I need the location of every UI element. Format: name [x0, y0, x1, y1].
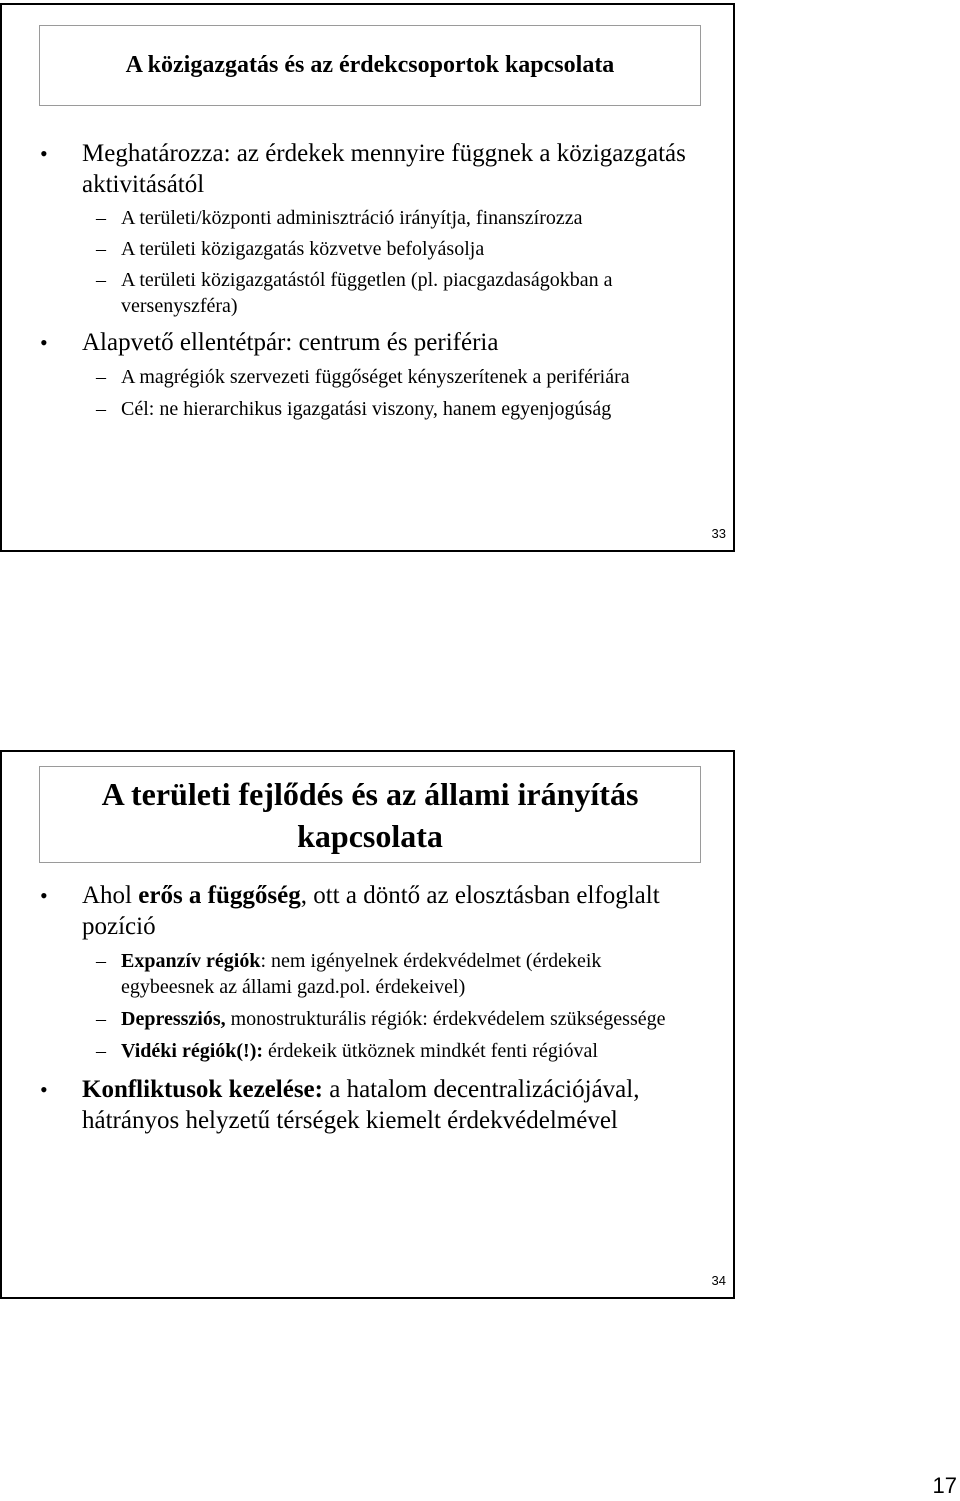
sub-bullet-text: monostrukturális régiók: érdekvédelem szükségessége	[225, 1008, 666, 1030]
sub-bullet-item	[2, 236, 733, 262]
dash-icon: –	[96, 950, 106, 972]
sub-bullet-item	[2, 948, 733, 1000]
sub-bullet-bold: Depressziós,	[121, 1008, 226, 1030]
slide-title-text: A közigazgatás és az érdekcsoportok kapcsolata	[125, 52, 615, 78]
bullet-text: Meghatározza: az érdekek mennyire függnek a közigazgatás aktivitásától	[82, 140, 686, 198]
slide-page-number: 33	[711, 526, 726, 541]
dash-icon: –	[96, 1040, 106, 1062]
bullet-text-bold: erős a függőség	[138, 882, 301, 909]
dash-icon: –	[96, 269, 106, 291]
bullet-icon: •	[40, 883, 48, 908]
dash-icon: –	[96, 1008, 106, 1030]
sheet-page-number: 17	[932, 1473, 957, 1498]
sub-bullet-item	[2, 205, 733, 231]
slide-title-text: A területi fejlődés és az állami irányítás kapcsolata	[101, 775, 639, 854]
sub-bullet-text: : nem igényelnek érdekvédelmet (érdekeik egybeesnek az állami gazd.pol. érdekeivel)	[121, 950, 602, 998]
bullet-item	[2, 327, 733, 358]
sub-bullet-text: A területi közigazgatástól független (pl. piacgazdaságokban a versenyszféra)	[121, 269, 613, 317]
sub-bullet-text: A magrégiók szervezeti függőséget kényszerítenek a perifériára	[121, 366, 630, 388]
bullet-item	[2, 1074, 733, 1136]
slide-page-number: 34	[711, 1273, 726, 1288]
slide-34	[0, 750, 735, 1299]
bullet-icon: •	[40, 1077, 48, 1102]
dash-icon: –	[96, 238, 106, 260]
bullet-text: Alapvető ellentétpár: centrum és periféria	[82, 329, 499, 356]
bullet-item	[2, 880, 733, 942]
sub-bullet-item	[2, 1006, 733, 1032]
bullet-icon: •	[40, 330, 48, 355]
sub-bullet-item	[2, 396, 733, 422]
sub-bullet-text: Cél: ne hierarchikus igazgatási viszony, hanem egyenjogúság	[121, 398, 612, 420]
slide-content	[2, 138, 733, 422]
slide-content	[2, 880, 733, 1136]
sub-bullet-text: érdekeik ütköznek mindkét fenti régióval	[263, 1040, 598, 1062]
bullet-icon: •	[40, 141, 48, 166]
slide-33	[0, 3, 735, 552]
sub-bullet-item	[2, 267, 733, 319]
slide-title	[39, 766, 701, 863]
bullet-item	[2, 138, 733, 200]
dash-icon: –	[96, 207, 106, 229]
sub-bullet-bold: Expanzív régiók	[121, 950, 261, 972]
dash-icon: –	[96, 366, 106, 388]
bullet-text: a hatalom decentralizációjával, hátrányos helyzetű térségek kiemelt érdekvédelmével	[82, 1076, 640, 1134]
sub-bullet-text: A területi közigazgatás közvetve befolyásolja	[121, 238, 485, 260]
sub-bullet-item	[2, 1038, 733, 1064]
bullet-text-pre: Ahol	[82, 882, 139, 909]
sub-bullet-item	[2, 364, 733, 390]
slide-title	[39, 25, 701, 106]
bullet-text-post: , ott a döntő az elosztásban elfoglalt pozíció	[82, 882, 660, 940]
bullet-text-bold: Konfliktusok kezelése:	[82, 1076, 323, 1103]
sub-bullet-text: A területi/központi adminisztráció irányítja, finanszírozza	[121, 207, 583, 229]
sub-bullet-bold: Vidéki régiók(!):	[121, 1040, 264, 1062]
dash-icon: –	[96, 398, 106, 420]
